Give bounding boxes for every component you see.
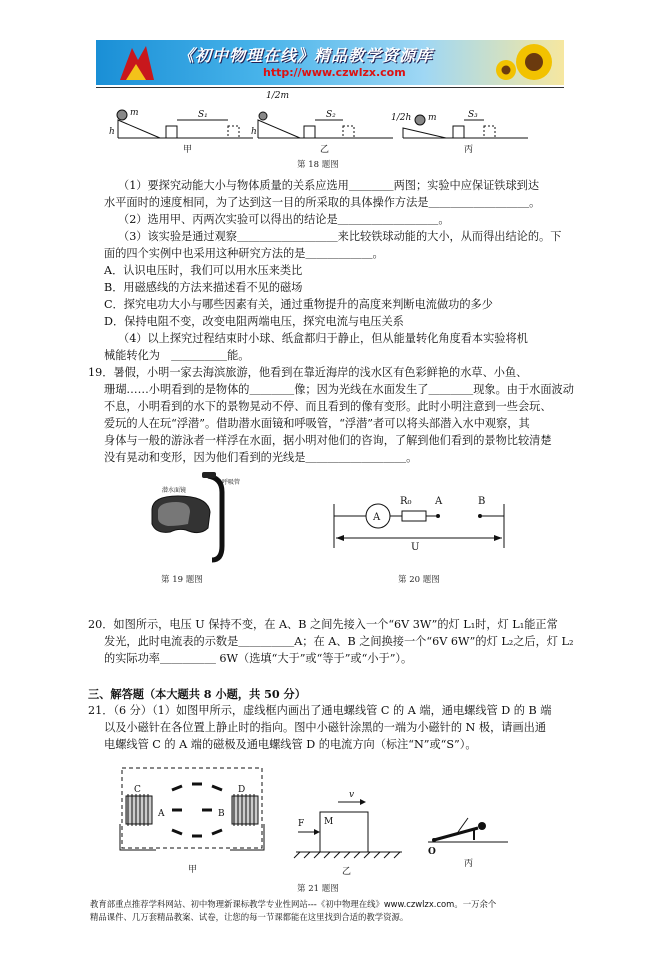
footer-line: 精品课件、几万套精品教案、试卷，让您的每一节课都能在这里找到合适的教学资源。 xyxy=(90,912,409,922)
fig18-label-s1: S₁ xyxy=(198,110,208,120)
figure-19 xyxy=(138,472,248,572)
figure-18 xyxy=(108,90,548,160)
fig21-label-d: D xyxy=(238,785,246,795)
q21-line: 电螺线管 C 的 A 端的磁极及通电螺线管 D 的电流方向（标注“N”或“S”）。 xyxy=(104,738,477,751)
logo-icon xyxy=(112,42,162,84)
q18-line: （3）该实验是通过观察＿＿＿＿＿＿＿＿＿来比较铁球动能的大小，从而得出结论的。下 xyxy=(118,230,562,243)
q18-option-b: B．用磁感线的方法来描述看不见的磁场 xyxy=(104,281,303,294)
fig20-ammeter-label: A xyxy=(373,512,381,523)
fig21-sub-jia: 甲 xyxy=(188,865,198,875)
fig18-label-s3: S₃ xyxy=(468,110,478,120)
header-rule xyxy=(96,87,564,88)
fig18-label-halfh: 1/2h xyxy=(391,113,412,123)
q18-option-a: A．认识电压时，我们可以用水压来类比 xyxy=(104,264,303,277)
q19-line: 珊瑚……小明看到的是物体的＿＿＿＿像；因为光线在水面发生了＿＿＿＿现象。由于水面波动 xyxy=(104,383,574,396)
fig18-label-m: m xyxy=(130,108,139,118)
q18-line: （2）选用甲、丙两次实验可以得出的结论是＿＿＿＿＿＿＿＿＿。 xyxy=(118,213,450,226)
fig21-label-c: C xyxy=(134,785,141,795)
q18-line: 面的四个实例中也采用这种研究方法的是＿＿＿＿＿＿。 xyxy=(104,247,384,260)
figure-20 xyxy=(322,490,528,552)
section-title: 三、解答题（本大题共 8 小题，共 50 分） xyxy=(88,687,306,701)
fig18-sub-jia: 甲 xyxy=(183,145,193,155)
fig19-caption: 第 19 题图 xyxy=(161,575,203,585)
fig20-label-b: B xyxy=(478,496,486,507)
fig18-label-h2: h xyxy=(251,127,257,137)
fig18-label-h1: h xyxy=(109,127,115,137)
figure-21 xyxy=(112,762,512,882)
fig18-sub-bing: 丙 xyxy=(464,145,474,155)
fig18-label-m3: m xyxy=(428,113,437,123)
fig21-label-o: O xyxy=(428,847,436,857)
q19-line: 19．暑假，小明一家去海滨旅游，他看到在靠近海岸的浅水区有色彩鲜艳的水草、小鱼、 xyxy=(88,366,528,379)
fig21-label-m: M xyxy=(324,817,334,827)
fig21-caption: 第 21 题图 xyxy=(297,884,339,894)
q21-line: 以及小磁针在各位置上静止时的指向。图中小磁针涂黑的一端为小磁针的 N 极，请画出通 xyxy=(104,721,547,734)
fig20-caption: 第 20 题图 xyxy=(398,575,440,585)
q18-line: （4）以上探究过程结束时小球、纸盒都归于静止，但从能量转化角度看本实验将机 xyxy=(118,332,528,345)
fig18-label-s2: S₂ xyxy=(326,110,336,120)
q18-line: （1）要探究动能大小与物体质量的关系应选用＿＿＿＿两图；实验中应保证铁球到达 xyxy=(118,179,540,192)
q21-line: 21．（6 分）（1）如图甲所示，虚线框内画出了通电螺线管 C 的 A 端，通电螺线管 D 的 B 端 xyxy=(88,704,552,717)
q18-line: 水平面时的速度相同，为了达到这一目的所采取的具体操作方法是＿＿＿＿＿＿＿＿＿。 xyxy=(104,196,541,209)
fig20-label-r0: R₀ xyxy=(400,496,412,507)
fig21-sub-bing: 丙 xyxy=(464,859,474,869)
fig19-label-snorkel: 呼吸管 xyxy=(222,479,241,486)
fig18-label-halfm: 1/2m xyxy=(266,91,290,101)
footer-line: 教育部重点推荐学科网站、初中物理新课标教学专业性网站---《初中物理在线》www.czwlzx.com。一万余个 xyxy=(90,899,497,909)
header-url: http://www.czwlzx.com xyxy=(263,66,406,79)
q19-line: 不息，小明看到的水下的景物晃动不停、而且看到的像有变形。此时小明注意到一些会玩、 xyxy=(104,400,552,413)
q18-line: 械能转化为 ＿＿＿＿＿能。 xyxy=(104,349,250,362)
fig18-sub-yi: 乙 xyxy=(320,145,330,155)
fig21-label-a: A xyxy=(158,809,165,819)
q19-line: 没有晃动和变形，因为他们看到的光线是＿＿＿＿＿＿＿＿＿。 xyxy=(104,451,418,464)
q18-option-d: D．保持电阻不变，改变电阻两端电压，探究电流与电压关系 xyxy=(104,315,404,328)
q19-line: 身体与一般的游泳者一样浮在水面，据小明对他们的咨询，了解到他们看到的景物比较清楚 xyxy=(104,434,552,447)
q20-line: 发光，此时电流表的示数是＿＿＿＿＿A；在 A、B 之间换接一个“6V 6W”的灯 L₂之后，灯 L₂ xyxy=(104,635,574,648)
fig21-label-f: F xyxy=(298,819,305,829)
q19-line: 爱玩的人在玩“浮潜”。借助潜水面镜和呼吸管，“浮潜”者可以将头部潜入水中观察，其 xyxy=(104,417,530,430)
sunflower-icon xyxy=(496,40,564,85)
fig20-label-u: U xyxy=(411,542,420,552)
q18-option-c: C．探究电功大小与哪些因素有关，通过重物提升的高度来判断电流做功的多少 xyxy=(104,298,493,311)
fig20-label-a: A xyxy=(435,496,443,507)
q20-line: 20．如图所示，电压 U 保持不变，在 A、B 之间先接入一个“6V 3W”的灯 L₁时，灯 L₁能正常 xyxy=(88,618,558,631)
fig18-caption: 第 18 题图 xyxy=(297,160,339,170)
q20-line: 的实际功率＿＿＿＿＿ 6W（选填“大于”或“等于”或“小于”）。 xyxy=(104,652,413,665)
fig21-label-b: B xyxy=(218,809,225,819)
header-title: 《初中物理在线》精品教学资源库 xyxy=(178,46,434,65)
fig21-sub-yi: 乙 xyxy=(342,867,352,877)
fig21-label-v: v xyxy=(349,790,355,800)
fig19-label-mask: 潜水面镜 xyxy=(162,487,187,494)
